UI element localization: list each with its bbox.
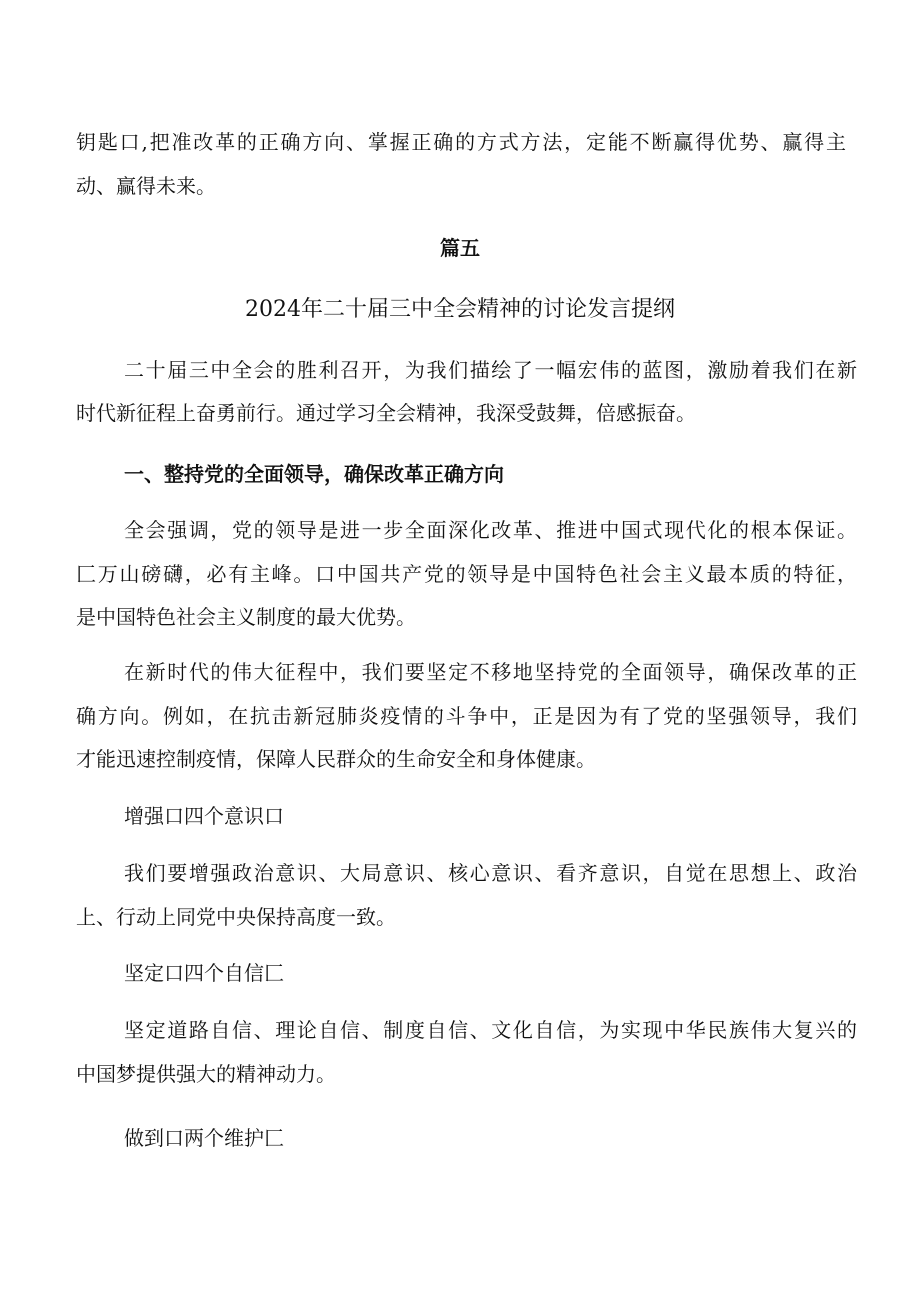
- para3-line-3: 才能迅速控制疫情，保障人民群众的生命安全和身体健康。: [76, 747, 596, 771]
- para5-line-2: 中国梦提供强大的精神动力。: [76, 1062, 336, 1086]
- section-heading-1: 一、整持党的全面领导，确保改革正确方向: [124, 462, 504, 486]
- para2-line-3: 是中国特色社会主义制度的最大优势。: [76, 605, 416, 629]
- para5-line-1: 坚定道路自信、理论自信、制度自信、文化自信，为实现中华民族伟大复兴的: [124, 1018, 857, 1042]
- intro-line-1: 钥匙口,把准改革的正确方向、掌握正确的方式方法，定能不断赢得优势、赢得主: [76, 130, 846, 154]
- para3-line-1: 在新时代的伟大征程中，我们要坚定不移地坚持党的全面领导，确保改革的正: [124, 660, 857, 684]
- para1-line-2: 时代新征程上奋勇前行。通过学习全会精神，我深受鼓舞，倍感振奋。: [76, 401, 696, 425]
- para2-line-2: 匚万山磅礴，必有主峰。口中国共产党的领导是中国特色社会主义最本质的特征，: [76, 562, 857, 586]
- subheading-four-consciousness: 增强口四个意识口: [124, 804, 284, 828]
- para3-line-2: 确方向。例如，在抗击新冠肺炎疫情的斗争中，正是因为有了党的坚强领导，我们: [76, 704, 857, 728]
- para1-line-1: 二十届三中全会的胜利召开，为我们描绘了一幅宏伟的蓝图，激励着我们在新: [124, 358, 857, 382]
- document-title: 2024年二十届三中全会精神的讨论发言提纲: [245, 297, 675, 322]
- intro-line-2: 动、赢得未来。: [76, 174, 216, 198]
- subheading-four-confidences: 坚定口四个自信匚: [124, 961, 284, 985]
- para4-line-1: 我们要增强政治意识、大局意识、核心意识、看齐意识，自觉在思想上、政治: [124, 861, 857, 885]
- para2-line-1: 全会强调，党的领导是进一步全面深化改革、推进中国式现代化的根本保证。: [124, 518, 857, 542]
- para4-line-2: 上、行动上同党中央保持高度一致。: [76, 905, 396, 929]
- section-label: 篇五: [440, 236, 480, 260]
- subheading-two-safeguards: 做到口两个维护匚: [124, 1126, 284, 1150]
